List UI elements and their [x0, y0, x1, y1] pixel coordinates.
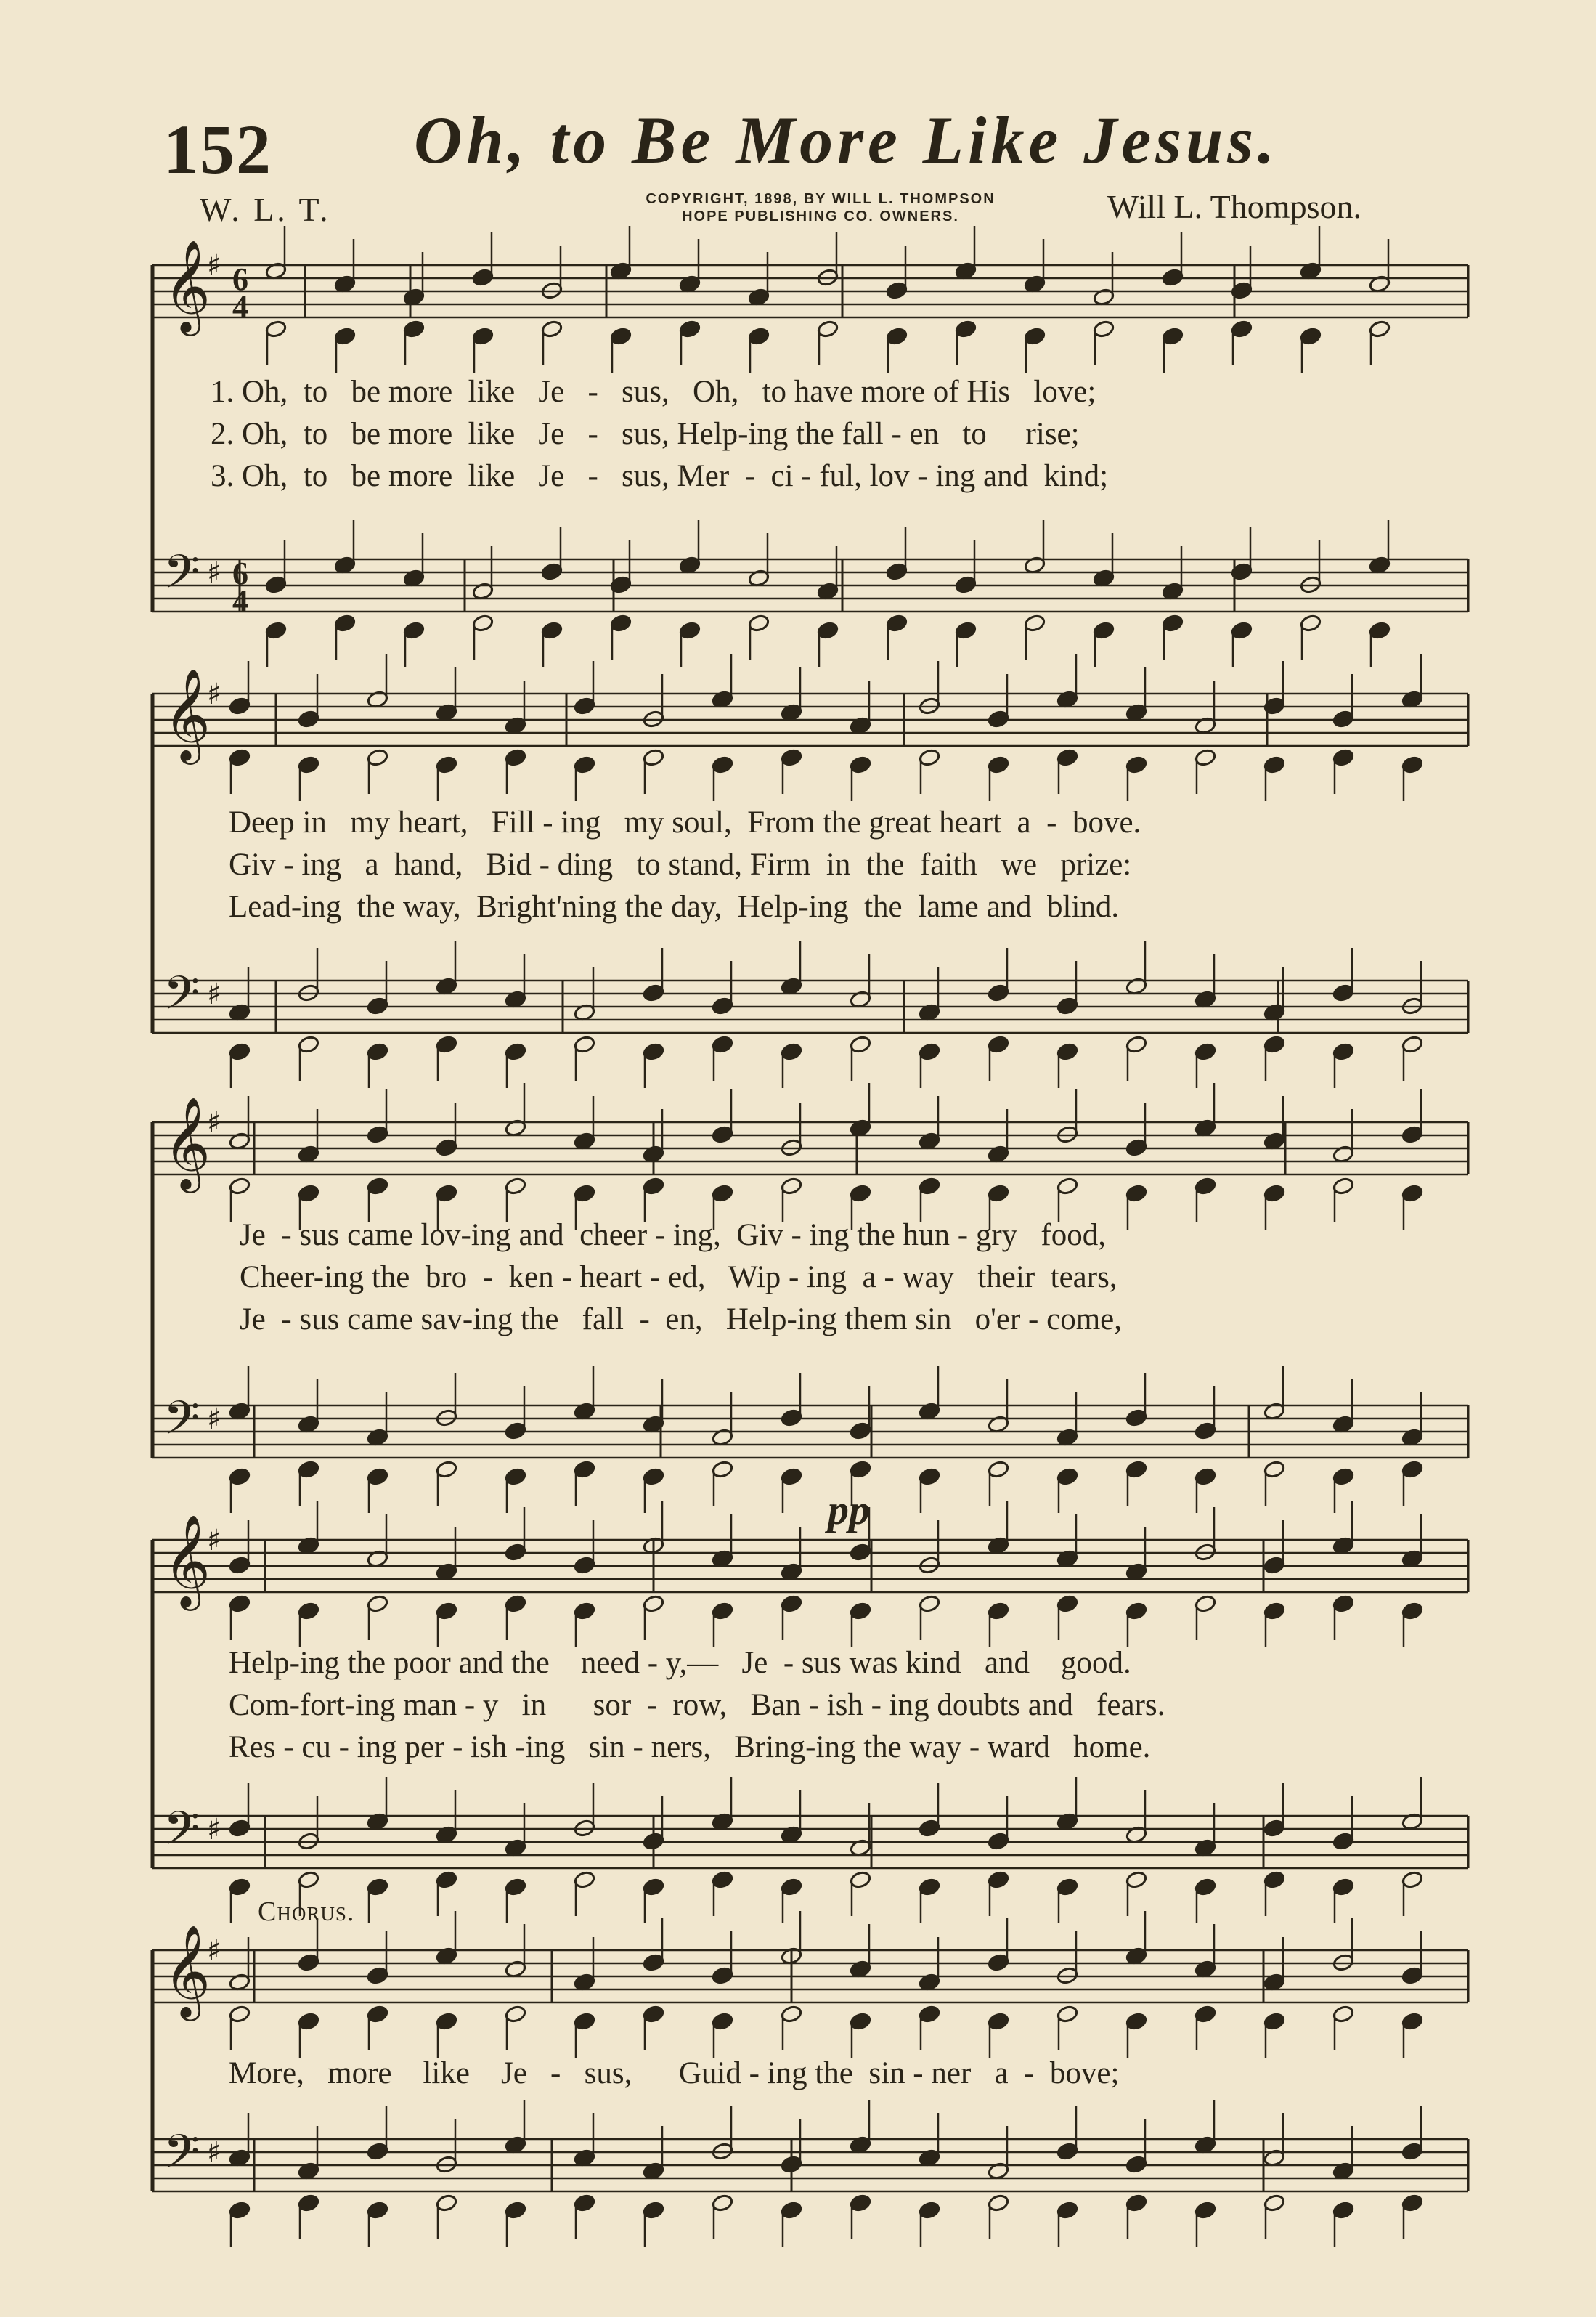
notehead — [1300, 327, 1322, 346]
notehead — [505, 1177, 527, 1196]
notehead — [1263, 1184, 1286, 1203]
notehead — [919, 2005, 941, 2024]
notehead — [1056, 1594, 1079, 1613]
notehead — [1369, 320, 1391, 338]
lyric-line: Giv - ing a hand, Bid - ding to stand, Firm in the faith we prize: — [229, 848, 1132, 882]
notehead — [643, 1594, 665, 1613]
notehead — [229, 2201, 251, 2220]
notehead — [229, 2005, 251, 2024]
copyright-line-1: COPYRIGHT, 1898, BY WILL L. THOMPSON — [646, 191, 996, 207]
sharp-icon: ♯ — [207, 978, 221, 1011]
notehead — [781, 2155, 803, 2174]
notehead — [955, 320, 977, 338]
notehead — [1263, 1602, 1286, 1620]
notehead — [265, 320, 288, 338]
notehead — [229, 1042, 251, 1061]
notehead — [781, 1177, 803, 1196]
sharp-icon: ♯ — [207, 1813, 221, 1846]
notehead — [367, 1177, 389, 1196]
notehead — [1194, 1594, 1217, 1613]
sharp-icon: ♯ — [207, 2136, 221, 2170]
notehead — [403, 320, 426, 338]
notehead — [1332, 1878, 1355, 1896]
notehead — [298, 710, 320, 729]
notehead — [679, 621, 701, 640]
notehead — [229, 1177, 251, 1196]
notehead — [1194, 1878, 1217, 1896]
notehead — [505, 1594, 527, 1613]
notehead — [505, 1421, 527, 1440]
notehead — [850, 1421, 872, 1440]
notehead — [610, 327, 632, 346]
notehead — [436, 1184, 458, 1203]
notehead — [367, 2005, 389, 2024]
notehead — [850, 1602, 872, 1620]
treble-clef-icon: 𝄞 — [163, 1924, 211, 2017]
notehead — [1332, 710, 1355, 729]
notehead — [1125, 2012, 1148, 2031]
lyric-line: Cheer-ing the bro - ken - heart - ed, Wip - ing a - way their tears, — [240, 1260, 1117, 1294]
notehead — [1263, 1870, 1286, 1889]
notehead — [1125, 755, 1148, 774]
notehead — [436, 1035, 458, 1054]
notehead — [505, 1543, 527, 1562]
notehead — [1056, 748, 1079, 767]
notehead — [574, 1184, 596, 1203]
notehead — [1401, 2142, 1424, 2161]
notehead — [367, 1467, 389, 1486]
notehead — [1125, 1184, 1148, 1203]
notehead — [817, 621, 839, 640]
notehead — [988, 1460, 1010, 1479]
notehead — [712, 1035, 734, 1054]
notehead — [712, 2194, 734, 2212]
notehead — [1162, 327, 1184, 346]
notehead — [781, 1042, 803, 1061]
notehead — [298, 1460, 320, 1479]
notehead — [1231, 320, 1253, 338]
notehead — [574, 2194, 596, 2212]
notehead — [1194, 1177, 1217, 1196]
notehead — [265, 575, 288, 594]
notehead — [298, 1184, 320, 1203]
notehead — [1125, 1602, 1148, 1620]
notehead — [955, 621, 977, 640]
notehead — [1263, 2194, 1286, 2212]
notehead — [988, 755, 1010, 774]
notehead — [367, 1594, 389, 1613]
notehead — [298, 755, 320, 774]
time-signature-top: 6 — [232, 261, 248, 297]
lyric-line: Com-fort-ing man - y in sor - row, Ban - ish - ing doubts and fears. — [229, 1688, 1165, 1722]
notehead — [472, 268, 494, 287]
notehead — [781, 1594, 803, 1613]
dynamic-marking: pp — [828, 1486, 870, 1533]
notehead — [712, 1460, 734, 1479]
lyric-line: Je - sus came sav-ing the fall - en, Help-ing them sin o'er - come, — [240, 1302, 1122, 1336]
notehead — [229, 1594, 251, 1613]
notehead — [886, 327, 908, 346]
notehead — [1332, 1042, 1355, 1061]
notehead — [1056, 1467, 1079, 1486]
treble-clef-icon: 𝄞 — [163, 667, 211, 760]
notehead — [1194, 1042, 1217, 1061]
notehead — [1332, 1594, 1355, 1613]
notehead — [541, 320, 563, 338]
notehead — [919, 1878, 941, 1896]
notehead — [610, 614, 632, 633]
notehead — [1401, 1184, 1424, 1203]
notehead — [1332, 983, 1355, 1002]
notehead — [850, 1035, 872, 1054]
notehead — [781, 2005, 803, 2024]
notehead — [229, 1878, 251, 1896]
notehead — [1162, 614, 1184, 633]
notehead — [1332, 748, 1355, 767]
treble-clef-icon: 𝄞 — [163, 1096, 211, 1189]
notehead — [472, 614, 494, 633]
notehead — [1401, 2194, 1424, 2212]
notehead — [1263, 1819, 1286, 1838]
lyric-line: 2. Oh, to be more like Je - sus, Help-ing the fall - en to rise; — [211, 417, 1080, 451]
notehead — [1194, 2201, 1217, 2220]
notehead — [712, 1870, 734, 1889]
notehead — [1332, 1177, 1355, 1196]
bass-clef-icon: 𝄢 — [163, 2125, 200, 2191]
notehead — [367, 1878, 389, 1896]
notehead — [712, 1125, 734, 1144]
chorus-label: Chorus. — [258, 1896, 355, 1927]
treble-clef-icon: 𝄞 — [163, 239, 211, 332]
notehead — [643, 1832, 665, 1851]
notehead — [781, 748, 803, 767]
notehead — [574, 1602, 596, 1620]
notehead — [1056, 997, 1079, 1015]
notehead — [229, 748, 251, 767]
sharp-icon: ♯ — [207, 249, 221, 283]
notehead — [1125, 2155, 1148, 2174]
notehead — [229, 1819, 251, 1838]
notehead — [850, 755, 872, 774]
notehead — [1332, 1467, 1355, 1486]
notehead — [436, 1870, 458, 1889]
notehead — [298, 1953, 320, 1972]
notehead — [643, 1042, 665, 1061]
sharp-icon: ♯ — [207, 678, 221, 711]
lyric-line: Res - cu - ing per - ish -ing sin - ners, Bring-ing the way - ward home. — [229, 1730, 1151, 1764]
sharp-icon: ♯ — [207, 1403, 221, 1436]
notehead — [505, 2201, 527, 2220]
notehead — [541, 621, 563, 640]
notehead — [886, 562, 908, 581]
lyric-line: 1. Oh, to be more like Je - sus, Oh, to have more of His love; — [211, 375, 1096, 409]
notehead — [712, 1184, 734, 1203]
notehead — [505, 2005, 527, 2024]
time-signature-bottom: 4 — [232, 289, 248, 325]
notehead — [850, 2194, 872, 2212]
notehead — [643, 1878, 665, 1896]
notehead — [1056, 1042, 1079, 1061]
notehead — [1263, 1460, 1286, 1479]
notehead — [298, 1602, 320, 1620]
notehead — [367, 748, 389, 767]
notehead — [1231, 621, 1253, 640]
notehead — [988, 1953, 1010, 1972]
notehead — [367, 1966, 389, 1985]
sharp-icon: ♯ — [207, 1934, 221, 1968]
notehead — [781, 1467, 803, 1486]
notehead — [886, 281, 908, 300]
notehead — [436, 2012, 458, 2031]
notehead — [781, 2201, 803, 2220]
notehead — [472, 327, 494, 346]
notehead — [367, 997, 389, 1015]
notehead — [436, 1138, 458, 1157]
notehead — [436, 1602, 458, 1620]
notehead — [436, 755, 458, 774]
notehead — [1056, 1878, 1079, 1896]
notehead — [1332, 2201, 1355, 2220]
notehead — [988, 983, 1010, 1002]
lyric-line: 3. Oh, to be more like Je - sus, Mer - ci - ful, lov - ing and kind; — [211, 459, 1109, 493]
notehead — [919, 1819, 941, 1838]
notehead — [679, 320, 701, 338]
notehead — [850, 1184, 872, 1203]
notehead — [436, 1460, 458, 1479]
notehead — [643, 2201, 665, 2220]
notehead — [1162, 268, 1184, 287]
notehead — [850, 2012, 872, 2031]
notehead — [712, 755, 734, 774]
notehead — [988, 2194, 1010, 2212]
notehead — [574, 1460, 596, 1479]
notehead — [1369, 621, 1391, 640]
notehead — [988, 1035, 1010, 1054]
lyric-line: More, more like Je - sus, Guid - ing the sin - ner a - bove; — [229, 2056, 1120, 2090]
notehead — [229, 697, 251, 715]
bass-clef-icon: 𝄢 — [163, 545, 200, 611]
notehead — [712, 1602, 734, 1620]
notehead — [1125, 1408, 1148, 1427]
notehead — [298, 2194, 320, 2212]
notehead — [748, 614, 770, 633]
notehead — [334, 327, 357, 346]
notehead — [988, 1832, 1010, 1851]
notehead — [229, 1467, 251, 1486]
lyric-line: Lead-ing the way, Bright'ning the day, Help-ing the lame and blind. — [229, 890, 1120, 924]
notehead — [1401, 755, 1424, 774]
notehead — [1332, 1832, 1355, 1851]
notehead — [1194, 2005, 1217, 2024]
notehead — [367, 1125, 389, 1144]
notehead — [850, 1460, 872, 1479]
author-initials: W. L. T. — [200, 191, 331, 228]
notehead — [298, 2012, 320, 2031]
notehead — [574, 2012, 596, 2031]
notehead — [712, 2012, 734, 2031]
notehead — [919, 1042, 941, 1061]
hymn-title: Oh, to Be More Like Jesus. — [414, 103, 1279, 177]
notehead — [298, 1870, 320, 1889]
notehead — [1056, 1177, 1079, 1196]
notehead — [1263, 755, 1286, 774]
bass-clef-icon: 𝄢 — [163, 1802, 200, 1867]
time-signature-top: 6 — [232, 556, 248, 591]
notehead — [1125, 1870, 1148, 1889]
lyric-line: Help-ing the poor and the need - y,— Je - sus was kind and good. — [229, 1646, 1131, 1680]
notehead — [1125, 1035, 1148, 1054]
notehead — [1093, 320, 1115, 338]
notehead — [1024, 614, 1046, 633]
notehead — [919, 1594, 941, 1613]
notehead — [1263, 1556, 1286, 1575]
notehead — [886, 614, 908, 633]
notehead — [1125, 2194, 1148, 2212]
notehead — [817, 320, 839, 338]
time-signature-bottom: 4 — [232, 583, 248, 619]
notehead — [334, 614, 357, 633]
notehead — [505, 748, 527, 767]
notehead — [1194, 1421, 1217, 1440]
notehead — [643, 983, 665, 1002]
notehead — [1401, 1035, 1424, 1054]
notehead — [643, 1177, 665, 1196]
notehead — [988, 2012, 1010, 2031]
lyric-line: Deep in my heart, Fill - ing my soul, From the great heart a - bove. — [229, 806, 1141, 840]
hymn-number: 152 — [163, 110, 272, 188]
notehead — [919, 1177, 941, 1196]
sharp-icon: ♯ — [207, 1524, 221, 1557]
notehead — [229, 1556, 251, 1575]
notehead — [1056, 2005, 1079, 2024]
notehead — [988, 710, 1010, 729]
sharp-icon: ♯ — [207, 556, 221, 590]
notehead — [1024, 327, 1046, 346]
notehead — [988, 1184, 1010, 1203]
notehead — [574, 755, 596, 774]
notehead — [574, 1035, 596, 1054]
notehead — [1194, 1467, 1217, 1486]
notehead — [643, 2005, 665, 2024]
notehead — [541, 562, 563, 581]
sharp-icon: ♯ — [207, 1106, 221, 1140]
copyright-line-2: HOPE PUBLISHING CO. OWNERS. — [682, 208, 959, 224]
notehead — [1263, 2012, 1286, 2031]
notehead — [643, 748, 665, 767]
notehead — [1401, 1602, 1424, 1620]
notehead — [643, 1467, 665, 1486]
treble-clef-icon: 𝄞 — [163, 1514, 211, 1607]
notehead — [1056, 2201, 1079, 2220]
notehead — [403, 621, 426, 640]
notehead — [505, 1042, 527, 1061]
bass-clef-icon: 𝄢 — [163, 1392, 200, 1457]
notehead — [781, 1408, 803, 1427]
notehead — [1401, 1125, 1424, 1144]
bass-clef-icon: 𝄢 — [163, 967, 200, 1032]
notehead — [988, 1602, 1010, 1620]
notehead — [1300, 614, 1322, 633]
notehead — [367, 1042, 389, 1061]
notehead — [919, 748, 941, 767]
notehead — [265, 621, 288, 640]
composer: Will L. Thompson. — [1107, 188, 1361, 225]
notehead — [643, 1953, 665, 1972]
notehead — [1401, 2012, 1424, 2031]
notehead — [1194, 748, 1217, 767]
notehead — [988, 1870, 1010, 1889]
notehead — [955, 575, 977, 594]
notehead — [919, 1467, 941, 1486]
notehead — [919, 2201, 941, 2220]
notehead — [436, 2194, 458, 2212]
notehead — [367, 2201, 389, 2220]
notehead — [850, 1543, 872, 1562]
lyric-line: Je - sus came lov-ing and cheer - ing, Giv - ing the hun - gry food, — [240, 1218, 1106, 1252]
notehead — [712, 1966, 734, 1985]
notehead — [505, 1467, 527, 1486]
notehead — [748, 327, 770, 346]
notehead — [574, 1556, 596, 1575]
notehead — [712, 997, 734, 1015]
notehead — [1401, 1460, 1424, 1479]
notehead — [1125, 1138, 1148, 1157]
notehead — [1125, 1460, 1148, 1479]
notehead — [1401, 1966, 1424, 1985]
notehead — [574, 697, 596, 715]
notehead — [781, 1878, 803, 1896]
notehead — [1332, 2005, 1355, 2024]
notehead — [1401, 1870, 1424, 1889]
notehead — [1093, 621, 1115, 640]
notehead — [850, 1870, 872, 1889]
notehead — [1056, 2142, 1079, 2161]
notehead — [505, 1878, 527, 1896]
notehead — [1263, 1035, 1286, 1054]
notehead — [298, 1035, 320, 1054]
notehead — [574, 1870, 596, 1889]
notehead — [367, 2142, 389, 2161]
